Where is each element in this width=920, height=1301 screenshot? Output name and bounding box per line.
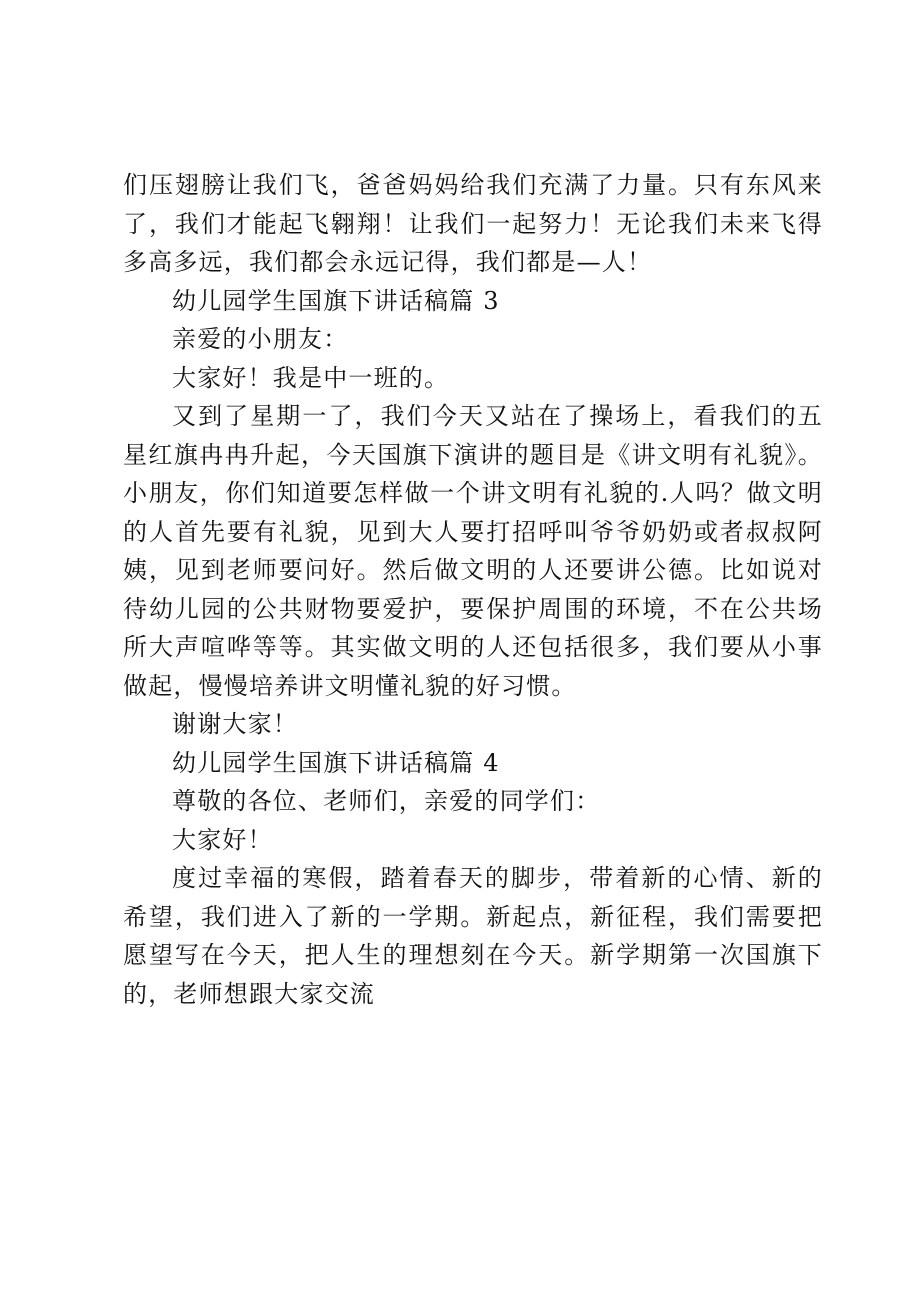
paragraph-continuation: 们压翅膀让我们飞，爸爸妈妈给我们充满了力量。只有东风来了，我们才能起飞翱翔！让我们一起努力！无论我们未来飞得多高多远，我们都会永远记得，我们都是—人！ [123,171,823,276]
paragraph-body: 度过幸福的寒假，踏着春天的脚步，带着新的心情、新的希望，我们进入了新的一学期。新起点，新征程，我们需要把愿望写在今天，把人生的理想刻在今天。新学期第一次国旗下的，老师想跟大家交流 [123,864,823,1008]
greeting: 大家好！我是中一班的。 [172,363,450,392]
salutation: 尊敬的各位、老师们，亲爱的同学们： [172,787,601,815]
section-heading-4: 幼儿园学生国旗下讲话稿篇 4 [172,748,500,777]
greeting: 大家好！ [172,825,273,854]
salutation: 亲爱的小朋友： [172,325,349,353]
paragraph-body: 又到了星期一了，我们今天又站在了操场上，看我们的五星红旗冉冉升起，今天国旗下演讲的题目是《讲文明有礼貌》。小朋友，你们知道要怎样做一个讲文明有礼貌的.人吗？做文明的人首先要有礼貌，见到大人要打招呼叫爷爷奶奶或者叔叔阿姨，见到老师要问好。然后做文明的人还要讲公德。比如说对待幼儿园的公共财物要爱护，要保护周围的环境，不在公共场所大声喧哗等等。其实做文明的人还包括很多，我们要从小事做起，慢慢培养讲文明懂礼貌的好习惯。 [123,402,823,700]
section-heading-3: 幼儿园学生国旗下讲话稿篇 3 [172,286,500,315]
document-body [123,166,823,1013]
closing-thanks: 谢谢大家！ [172,710,298,738]
